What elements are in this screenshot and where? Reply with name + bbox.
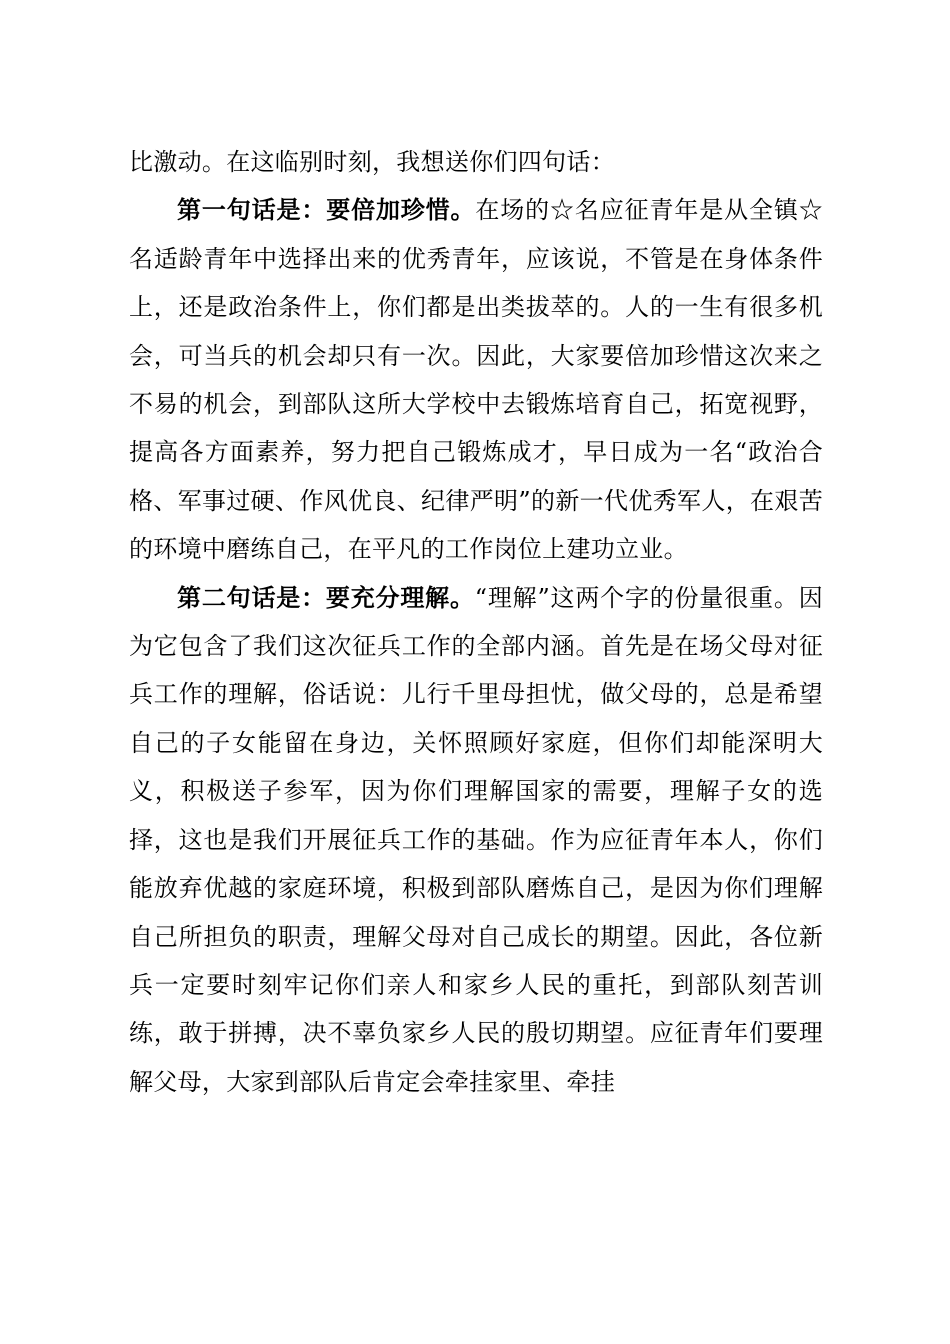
paragraph-text: “理解”这两个字的份量很重。因为它包含了我们这次征兵工作的全部内涵。首先是在场父母对征兵工作的理解，俗话说：儿行千里母担忧，做父母的，总是希望自己的子女能留在身边，关怀照顾好家庭，但你们却能深明大义，积极送子参军，因为你们理解国家的需要，理解子女的选择，这也是我们开展征兵工作的基础。作为应征青年本人，你们能放弃优越的家庭环境，积极到部队磨炼自己，是因为你们理解自己所担负的职责，理解父母对自己成长的期望。因此，各位新兵一定要时刻牢记你们亲人和家乡人民的重托，到部队刻苦训练，敢于拼搏，决不辜负家乡人民的殷切期望。应征青年们要理解父母，大家到部队后肯定会牵挂家里、牵挂 bbox=[129, 583, 823, 1096]
paragraph-text: 在场的☆名应征青年是从全镇☆名适龄青年中选择出来的优秀青年，应该说，不管是在身体条件上，还是政治条件上，你们都是出类拔萃的。人的一生有很多机会，可当兵的机会却只有一次。因此，大家要倍加珍惜这次来之不易的机会，到部队这所大学校中去锻炼培育自己，拓宽视野，提高各方面素养，努力把自己锻炼成才，早日成为一名“政治合格、军事过硬、作风优良、纪律严明”的新一代优秀军人，在艰苦的环境中磨练自己，在平凡的工作岗位上建功立业。 bbox=[129, 196, 823, 564]
paragraph-continuation bbox=[129, 138, 823, 186]
paragraph-first-sentence bbox=[129, 186, 823, 573]
document-body bbox=[129, 138, 823, 1106]
paragraph-heading: 第二句话是：要充分理解。 bbox=[177, 583, 475, 612]
paragraph-text: 比激动。在这临别时刻，我想送你们四句话： bbox=[129, 148, 615, 176]
paragraph-heading: 第一句话是：要倍加珍惜。 bbox=[177, 196, 476, 225]
paragraph-second-sentence bbox=[129, 574, 823, 1106]
